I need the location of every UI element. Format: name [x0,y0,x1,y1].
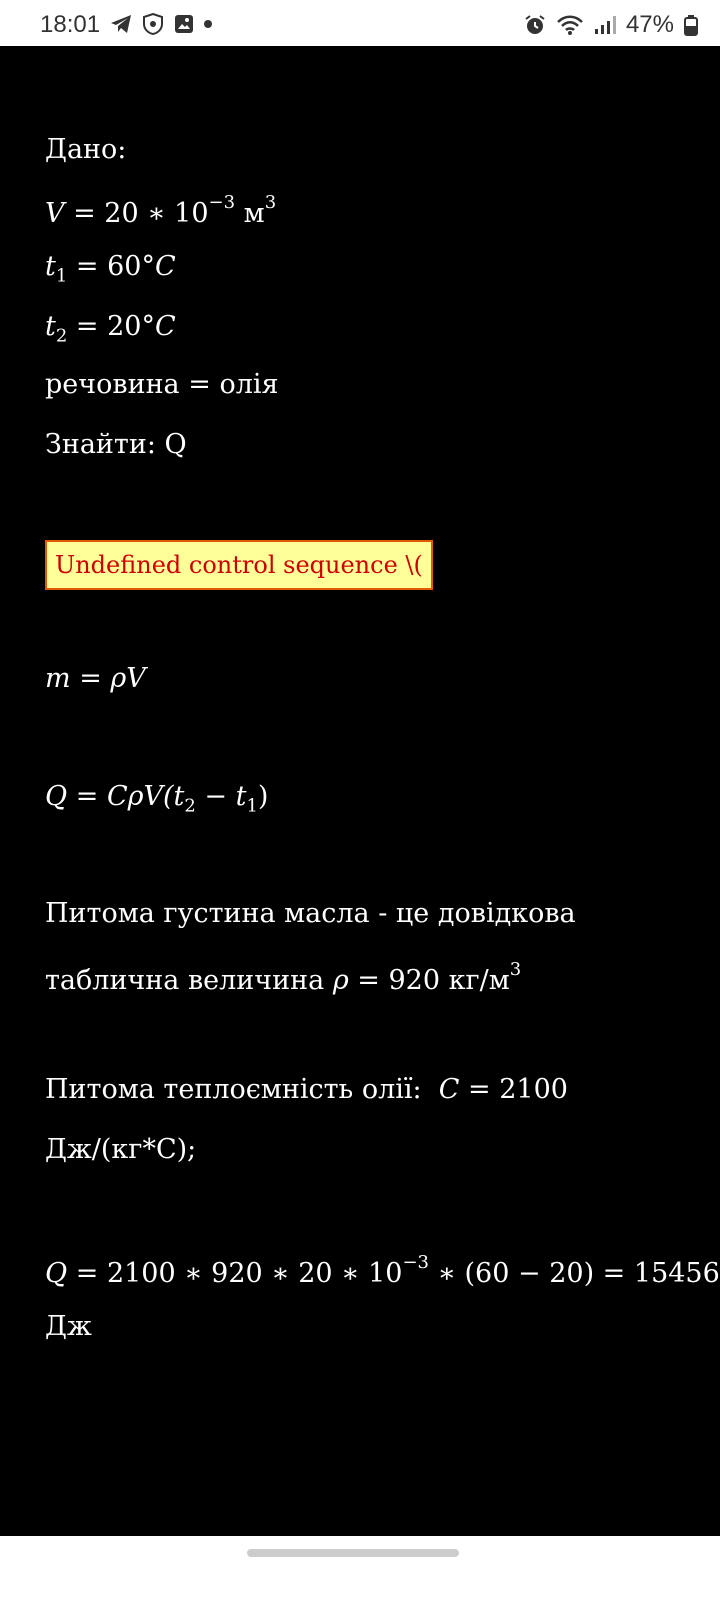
t2-value: 20° [107,311,155,342]
telegram-icon [110,14,132,34]
heat-capacity-value: 2100 [499,1074,568,1105]
find-label: Знайти: Q [45,429,187,460]
latex-error [45,540,433,590]
error-box: Undefined control sequence \( [45,540,433,590]
volume-unit: м [243,198,265,229]
given-t1: $t_1 = 60^\circ C$ [45,251,176,287]
heat-formula: $Q = C\rho V(t_2 - t_1)$ [45,781,269,817]
given-label: Дано: [45,134,127,165]
given-t2: $t_2 = 20^\circ C$ [45,311,176,347]
volume-exponent: −3 [208,192,236,213]
mass-symbol: m [45,663,71,694]
home-gesture-handle[interactable] [247,1549,459,1557]
density-line-2: таблична величина ρ = 920 $кг/м^3$ [45,959,522,996]
final-calc-head: 2100 ∗ 920 ∗ 20 ∗ 10 [106,1258,403,1289]
shield-icon [142,13,164,35]
alarm-icon [524,14,546,36]
wifi-icon [556,14,584,36]
heat-capacity-unit: Дж/(кг*С); [45,1134,197,1165]
final-calc-tail: ∗ (60 − 20) = 15456 [437,1258,720,1289]
density-exponent: 3 [509,959,522,980]
heat-rhs: CρV(t [106,781,185,812]
heat-capacity-text: Питома теплоємність олії: [45,1074,422,1105]
gallery-icon [174,14,194,34]
dot-icon [204,20,212,28]
status-bar [0,0,720,46]
signal-icon [594,15,616,35]
battery-icon [684,14,698,36]
navigation-bar [0,1536,720,1600]
notification-icons [110,13,212,35]
t1-value: 60° [107,251,155,282]
battery-percent: 47% [625,11,674,38]
heat-capacity-line: Питома теплоємність олії: C = 2100 [45,1074,568,1105]
system-icons [524,11,698,39]
given-volume: V = 20 ∗ $10^{-3}$ $м^3$ [45,192,277,229]
final-unit: Дж [45,1311,92,1342]
volume-value: 20 ∗ 10 [104,198,209,229]
clock: 18:01 [40,11,101,38]
density-value: 920 кг/м [388,965,510,996]
given-substance: речовина = олія [45,369,279,400]
final-calculation: Q = 2100 ∗ 920 ∗ 20 ∗ $10^{-3}$ ∗ (60 − 20) = 15456 [45,1252,720,1289]
volume-unit-exponent: 3 [264,192,277,213]
density-line-1: Питома густина масла - це довідкова [45,898,576,929]
final-exponent: −3 [402,1252,429,1273]
mass-rhs: ρV [110,663,146,694]
density-text: таблична величина [45,965,325,996]
mass-formula: m = ρV [45,663,146,694]
